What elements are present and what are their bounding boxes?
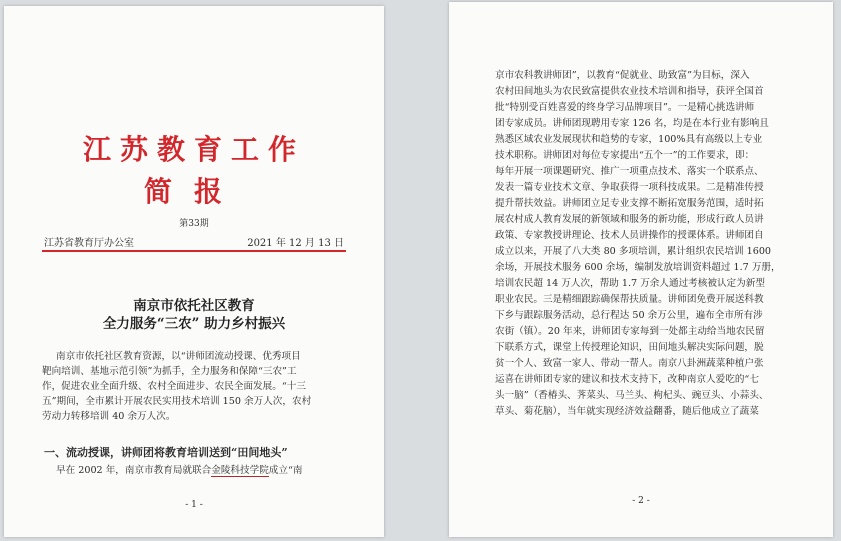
body-line: 展农村成人教育发展的新领域和服务的新功能，形成行政人员讲 [495, 214, 764, 225]
body-line: 运喜在讲师团专家的建议和技术支持下，改种南京人爱吃的“七 [495, 374, 759, 385]
body-line: 头一脑”（香椿头、荠菜头、马兰头、枸杞头、豌豆头、小蒜头、 [495, 390, 769, 401]
page-number: - 2 - [632, 496, 650, 506]
intro-line: 五”期间，全市累计开展农民实用技术培训 150 余万人次，农村 [42, 396, 312, 407]
intro-line: 靶向培训、基地示范引领”为抓手，全力服务和保障“三农”工 [42, 366, 297, 377]
body-line: 成立以来，开展了八大类 80 多项培训，累计组织农民培训 1600 [495, 246, 772, 257]
body-line: 熟悉区域农业发展现状和趋势的专家，100%具有高级以上专业 [495, 134, 763, 145]
body-text: 成立“南 [268, 465, 303, 476]
body-line: 提升帮扶效益。讲师团立足专业支撑不断拓宽服务范围，适时拓 [495, 198, 764, 209]
body-line: 政策、专家教授讲理论、技术人员讲操作的授课体系。讲师团自 [495, 230, 764, 241]
red-divider [42, 250, 346, 252]
issue-date: 2021 年 12 月 13 日 [247, 238, 344, 249]
headline-line-2: 全力服务“三农” 助力乡村振兴 [102, 316, 286, 332]
body-line: 余场，开展技术服务 600 余场，编制发放培训资料超过 1.7 万册， [495, 262, 781, 273]
issuing-office: 江苏省教育厅办公室 [44, 238, 134, 249]
body-line: 农村田间地头为农民致富提供农业技术培训和指导，获评全国首 [495, 86, 764, 97]
intro-line: 南京市依托社区教育资源，以“讲师团流动授课、优秀项目 [56, 351, 301, 362]
body-line: 批“特别受百姓喜爱的终身学习品牌项目”。一是精心挑选讲师 [495, 102, 755, 113]
body-line [56, 464, 302, 479]
intro-line: 作，促进农业全面升级、农村全面进步、农民全面发展。“十三 [42, 381, 306, 392]
underlined-institution: 金陵科技学院 [211, 465, 269, 476]
body-text: 早在 2002 年，南京市教育局就联合 [56, 465, 212, 476]
page-two [449, 2, 833, 537]
body-line: 下乡与跟踪服务活动，总行程达 50 余万公里，遍布全市所有涉 [495, 310, 763, 321]
body-line: 下联系方式，课堂上传授理论知识，田间地头解决实际问题，脱 [495, 342, 764, 353]
body-line: 每年开展一项课题研究、推广一项重点技术、落实一个联系点、 [495, 166, 764, 177]
intro-line: 劳动力转移培训 40 余万人次。 [42, 411, 176, 422]
body-line: 农街（镇）。20 年来，讲师团专家每到一处都主动给当地农民留 [495, 326, 765, 337]
body-line: 职业农民。三是精细跟踪确保帮扶质量。讲师团免费开展送科教 [495, 294, 764, 305]
masthead-subtitle: 简报 [143, 175, 244, 208]
headline-line-1: 南京市依托社区教育 [133, 298, 255, 314]
page-number: - 1 - [185, 500, 203, 510]
body-line: 培训农民超 14 万人次，帮助 1.7 万余人通过考核被认定为新型 [495, 278, 765, 289]
page-one [4, 6, 384, 537]
section-heading: 一、流动授课，讲师团将教育培训送到“田间地头” [44, 446, 288, 459]
body-line: 草头、菊花脑），当年就实现经济效益翻番，随后他成立了蔬菜 [495, 406, 759, 417]
body-line: 技术职称。讲师团对每位专家提出“五个一”的工作要求，即： [495, 150, 755, 161]
body-line: 贫一个人、致富一家人、带动一帮人。南京八卦洲蔬菜种植户张 [495, 358, 764, 369]
issue-number: 第33期 [179, 219, 209, 229]
body-line: 京市农科教讲师团”，以教育“促就业、助致富”为目标，深入 [495, 70, 750, 81]
masthead-title: 江苏教育工作 [82, 133, 305, 166]
body-line: 团专家成员。讲师团现聘用专家 126 名，均是在本行业有影响且 [495, 118, 769, 129]
body-line: 发表一篇专业技术文章、争取获得一项科技成果。二是精准传授 [495, 182, 764, 193]
